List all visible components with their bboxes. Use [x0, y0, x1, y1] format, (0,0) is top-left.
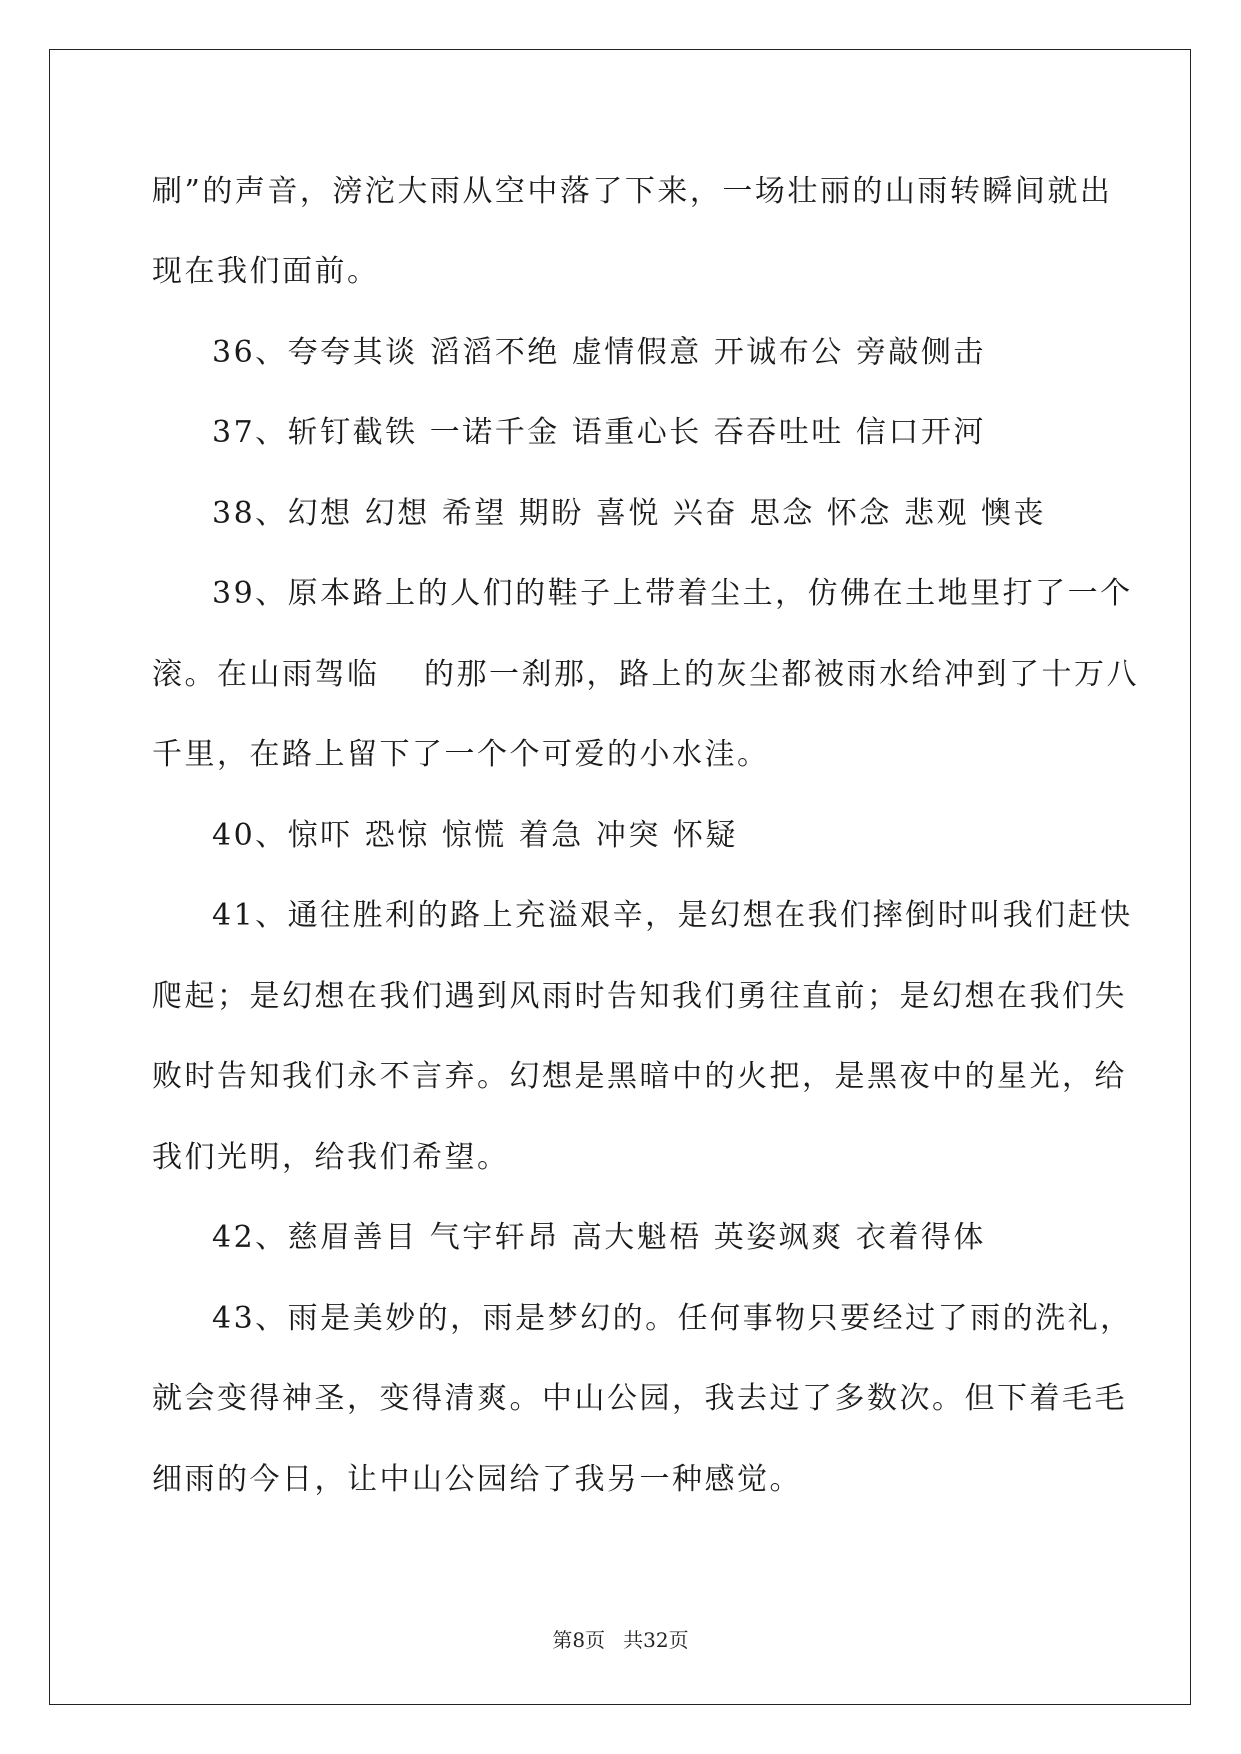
- text-line: 细雨的今日，让中山公园给了我另一种感觉。: [152, 1462, 802, 1497]
- text-line: 我们光明，给我们希望。: [152, 1140, 510, 1175]
- text-line: 40、惊吓 恐惊 惊慌 着急 冲突 怀疑: [212, 818, 738, 853]
- text-line: 39、原本路上的人们的鞋子上带着尘土，仿佛在土地里打了一个: [212, 576, 1133, 611]
- text-line: 42、慈眉善目 气宇轩昂 高大魁梧 英姿飒爽 衣着得体: [212, 1220, 986, 1255]
- text-line: 36、夸夸其谈 滔滔不绝 虚情假意 开诚布公 旁敲侧击: [212, 335, 986, 370]
- text-line: 现在我们面前。: [152, 254, 380, 289]
- page-footer: [0, 1624, 1241, 1653]
- text-line: 滚。在山雨驾临 的那一刹那，路上的灰尘都被雨水给冲到了十万八: [152, 657, 1140, 692]
- text-line: 刷”的声音，滂沱大雨从空中落了下来，一场壮丽的山雨转瞬间就出: [152, 174, 1113, 209]
- text-line: 38、幻想 幻想 希望 期盼 喜悦 兴奋 思念 怀念 悲观 懊丧: [212, 496, 1046, 531]
- page-total: 共32页: [623, 1628, 689, 1652]
- text-line: 41、通往胜利的路上充溢艰辛，是幻想在我们摔倒时叫我们赶快: [212, 898, 1133, 933]
- page-number: 第8页: [552, 1628, 606, 1652]
- text-line: 千里，在路上留下了一个个可爱的小水洼。: [152, 737, 770, 772]
- page-border: [49, 49, 1191, 1705]
- text-line: 就会变得神圣，变得清爽。中山公园，我去过了多数次。但下着毛毛: [152, 1381, 1127, 1416]
- text-line: 37、斩钉截铁 一诺千金 语重心长 吞吞吐吐 信口开河: [212, 415, 986, 450]
- text-line: 43、雨是美妙的，雨是梦幻的。任何事物只要经过了雨的洗礼，: [212, 1301, 1133, 1336]
- text-line: 败时告知我们永不言弃。幻想是黑暗中的火把，是黑夜中的星光，给: [152, 1059, 1127, 1094]
- text-line: 爬起；是幻想在我们遇到风雨时告知我们勇往直前；是幻想在我们失: [152, 979, 1127, 1014]
